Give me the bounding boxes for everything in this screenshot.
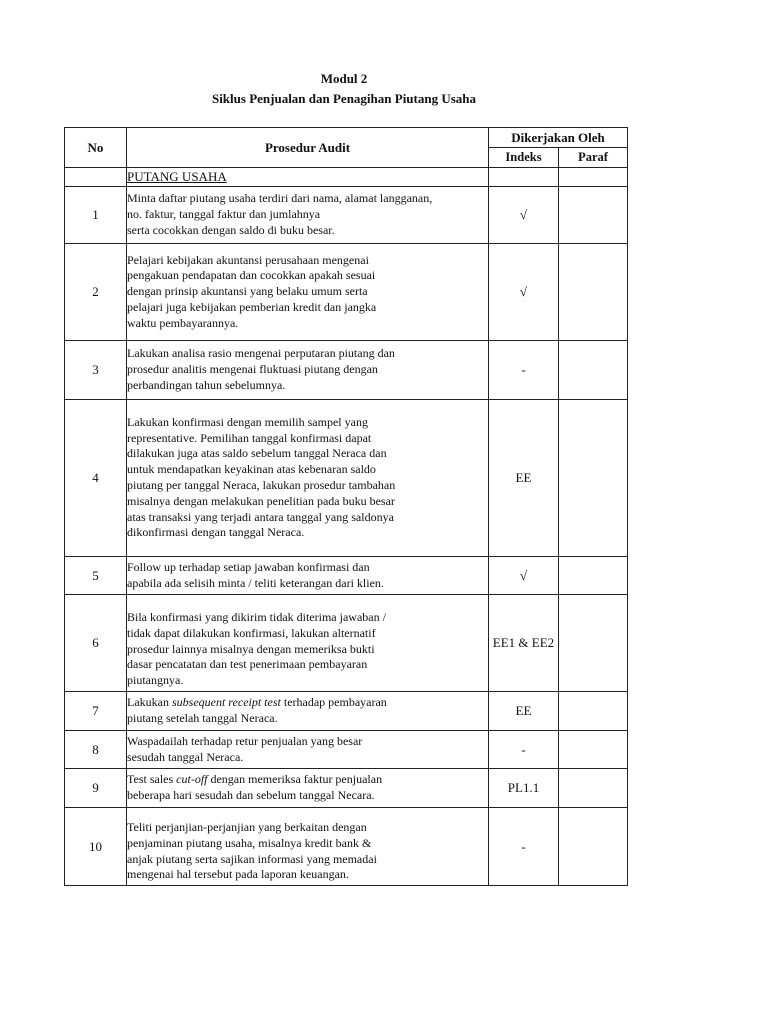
procedure-line: penjaminan piutang usaha, misalnya kredit bank & [127, 835, 372, 850]
row-number: 10 [65, 808, 127, 886]
document-subtitle: Siklus Penjualan dan Penagihan Piutang Usaha [211, 91, 477, 106]
table-row [65, 731, 628, 769]
procedure-line: misalnya dengan melakukan penelitian pada buku besar [127, 493, 395, 508]
table-row [65, 400, 628, 557]
indeks-cell: √ [489, 244, 559, 341]
procedure-text [127, 808, 489, 886]
paraf-cell [559, 595, 628, 692]
section-paraf-cell [559, 168, 628, 187]
row-number: 2 [65, 244, 127, 341]
procedure-text-part: dengan memeriksa faktur penjualan [207, 772, 383, 787]
procedure-line: atas transaksi yang terjadi antara tanggal yang saldonya [127, 509, 394, 524]
audit-procedure-table [64, 127, 628, 886]
document-title: Modul 2 [320, 71, 368, 86]
procedure-line: piutang setelah tanggal Neraca. [127, 711, 278, 725]
paraf-cell [559, 731, 628, 769]
table-row [65, 187, 628, 244]
indeks-cell: EE1 & EE2 [489, 595, 559, 692]
column-header-indeks: Indeks [489, 148, 559, 168]
procedure-line: beberapa hari sesudah dan sebelum tanggal Necara. [127, 788, 375, 802]
row-number: 4 [65, 400, 127, 557]
section-row [65, 168, 628, 187]
paraf-cell [559, 557, 628, 595]
procedure-line: prosedur analitis mengenai fluktuasi piutang dengan [127, 362, 378, 377]
procedure-text-part: Test sales [127, 772, 177, 787]
section-no-cell [65, 168, 127, 187]
column-header-prosedur: Prosedur Audit [127, 128, 489, 168]
indeks-cell: PL1.1 [489, 769, 559, 808]
table-row [65, 808, 628, 886]
section-indeks-cell [489, 168, 559, 187]
table-row [65, 341, 628, 400]
indeks-cell: - [489, 808, 559, 886]
procedure-line: dengan prinsip akuntansi yang belaku umum serta [127, 284, 368, 299]
procedure-line: Lakukan konfirmasi dengan memilih sampel yang [127, 414, 368, 429]
row-number: 1 [65, 187, 127, 244]
procedure-term-italic: cut-off [176, 772, 208, 787]
procedure-line: mengenai hal tersebut pada laporan keuangan. [127, 867, 349, 882]
header-row-top [65, 128, 628, 148]
row-number: 3 [65, 341, 127, 400]
indeks-cell: - [489, 731, 559, 769]
procedure-line: representative. Pemilihan tanggal konfirmasi dapat [127, 430, 372, 445]
procedure-line: no. faktur, tanggal faktur dan jumlahnya [127, 207, 321, 222]
paraf-cell [559, 692, 628, 731]
procedure-text [127, 187, 489, 244]
procedure-text [127, 400, 489, 557]
procedure-text-part: Lakukan [127, 695, 172, 710]
paraf-cell [559, 187, 628, 244]
paraf-cell [559, 341, 628, 400]
row-number: 5 [65, 557, 127, 595]
procedure-line: sesudah tanggal Neraca. [127, 749, 244, 764]
procedure-text [127, 341, 489, 400]
column-header-dikerjakan-oleh: Dikerjakan Oleh [489, 128, 628, 148]
section-title: PUTANG USAHA [127, 168, 489, 187]
procedure-line: pelajari juga kebijakan pemberian kredit dan jangka [127, 299, 377, 314]
procedure-line: serta cocokkan dengan saldo di buku besar. [127, 222, 335, 237]
procedure-line: untuk mendapatkan keyakinan atas kebenaran saldo [127, 462, 376, 477]
paraf-cell [559, 769, 628, 808]
procedure-text [127, 731, 489, 769]
table-row [65, 692, 628, 731]
procedure-line: Lakukan analisa rasio mengenai perputaran piutang dan [127, 346, 395, 361]
procedure-line: waktu pembayarannya. [127, 315, 239, 330]
table-row [65, 244, 628, 341]
row-number: 8 [65, 731, 127, 769]
column-header-paraf: Paraf [559, 148, 628, 168]
procedure-text-part: terhadap pembayaran [280, 695, 387, 710]
procedure-text [127, 557, 489, 595]
table-row [65, 595, 628, 692]
procedure-term-italic: subsequent receipt test [171, 695, 281, 710]
row-number: 7 [65, 692, 127, 731]
paraf-cell [559, 400, 628, 557]
indeks-cell: EE [489, 400, 559, 557]
procedure-line: apabila ada selisih minta / teliti keterangan dari klien. [127, 575, 384, 590]
procedure-line: Teliti perjanjian-perjanjian yang berkaitan dengan [127, 819, 367, 834]
procedure-line: Waspadailah terhadap retur penjualan yang besar [127, 733, 363, 748]
procedure-line: Bila konfirmasi yang dikirim tidak diterima jawaban / [127, 610, 386, 624]
procedure-line [127, 772, 488, 788]
procedure-text [127, 769, 489, 808]
procedure-line: perbandingan tahun sebelumnya. [127, 377, 286, 392]
procedure-line: Follow up terhadap setiap jawaban konfirmasi dan [127, 559, 370, 574]
procedure-line: Pelajari kebijakan akuntansi perusahaan mengenai [127, 252, 369, 267]
procedure-text [127, 595, 489, 692]
indeks-cell: √ [489, 187, 559, 244]
procedure-line [127, 695, 488, 711]
row-number: 9 [65, 769, 127, 808]
paraf-cell [559, 244, 628, 341]
table-row [65, 557, 628, 595]
paraf-cell [559, 808, 628, 886]
procedure-line: piutangnya. [127, 673, 184, 688]
procedure-line: dikonfirmasi dengan tanggal Neraca. [127, 525, 305, 540]
procedure-line: anjak piutang serta sajikan informasi yang memadai [127, 851, 377, 866]
procedure-line: pengakuan pendapatan dan cocokkan apakah sesuai [127, 268, 376, 283]
row-number: 6 [65, 595, 127, 692]
procedure-line: piutang per tanggal Neraca, lakukan prosedur tambahan [127, 478, 396, 492]
procedure-line: dasar pencatatan dan test penerimaan pembayaran [127, 657, 368, 672]
table-row [65, 769, 628, 808]
procedure-line: dilakukan juga atas saldo sebelum tanggal Neraca dan [127, 446, 387, 461]
procedure-line: tidak dapat dilakukan konfirmasi, lakukan alternatif [127, 625, 376, 640]
column-header-no: No [65, 128, 127, 168]
procedure-line: prosedur lainnya misalnya dengan memeriksa bukti [127, 641, 375, 656]
indeks-cell: √ [489, 557, 559, 595]
procedure-text [127, 244, 489, 341]
indeks-cell: - [489, 341, 559, 400]
procedure-text [127, 692, 489, 731]
procedure-line: Minta daftar piutang usaha terdiri dari nama, alamat langganan, [127, 191, 433, 206]
indeks-cell: EE [489, 692, 559, 731]
